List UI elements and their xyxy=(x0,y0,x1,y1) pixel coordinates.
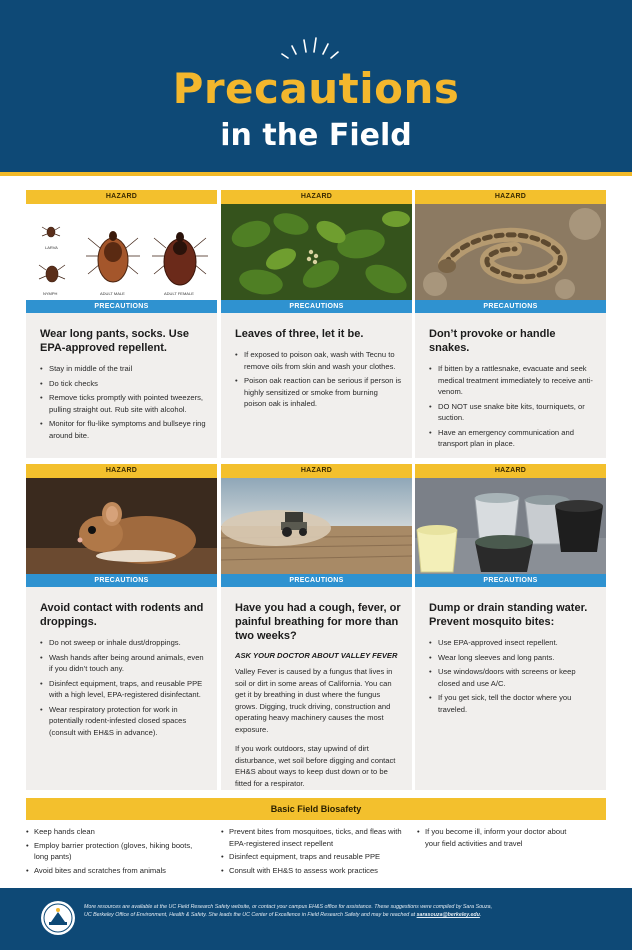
list-item: • Wear respiratory protection for work in potentially rodent-infested closed spaces (consult with EH&S in advance). xyxy=(40,704,207,739)
biosafety-list-1 xyxy=(26,826,202,878)
precautions-label: PRECAUTIONS xyxy=(26,300,217,313)
list-item: • Wash hands after being around animals, even if you didn’t touch any. xyxy=(40,652,207,675)
card-valley-fever xyxy=(221,464,412,790)
biosafety-list-3 xyxy=(417,826,577,851)
bullet-list xyxy=(235,349,402,410)
list-item: • Use windows/doors with screens or keep closed and use A/C. xyxy=(429,666,596,689)
list-item: • Prevent bites from mosquitoes, ticks, and fleas with EPA-registered insect repellent xyxy=(221,826,403,849)
hazard-label: HAZARD xyxy=(26,464,217,478)
list-item: • Keep hands clean xyxy=(26,826,202,838)
biosafety-list-2 xyxy=(221,826,403,878)
footer-line-2: UC Berkeley Office of Environment, Health & Safety. She leads the UC Center of Excellence in Field Research Safety and may be reached at xyxy=(84,912,416,918)
card-body xyxy=(221,313,412,421)
page-subtitle: in the Field xyxy=(220,118,412,153)
list-item: • Disinfect equipment, traps and reusable PPE xyxy=(221,851,403,863)
nymph-label: NYMPH xyxy=(43,291,58,296)
precautions-label: PRECAUTIONS xyxy=(221,574,412,587)
mouse-photo xyxy=(26,478,217,574)
list-item: • Consult with EH&S to assess work practices xyxy=(221,865,403,877)
list-item: • Disinfect equipment, traps, and reusable PPE with a high level, EPA-registered disinfectant. xyxy=(40,678,207,701)
hazard-label: HAZARD xyxy=(221,190,412,204)
header-divider xyxy=(0,172,632,176)
rattlesnake-photo xyxy=(415,204,606,300)
list-item: • Monitor for flu-like symptoms and bullseye ring around bite. xyxy=(40,418,207,441)
hazard-label: HAZARD xyxy=(26,190,217,204)
bullet-list xyxy=(40,363,207,441)
card-body xyxy=(26,587,217,749)
paragraph: If you work outdoors, stay upwind of dirt disturbance, wet soil before digging and contact EH&S about ways to keep dust down or to be fitted for a respirator. xyxy=(235,744,396,788)
sparkle-burst-icon xyxy=(280,34,340,68)
list-item: • Do not sweep or inhale dust/droppings. xyxy=(40,637,207,649)
card-title: Wear long pants, socks. Use EPA-approved repellent. xyxy=(40,328,189,354)
footer-period: . xyxy=(479,912,482,918)
card-title: Have you had a cough, fever, or painful breathing for more than two weeks? xyxy=(235,602,401,642)
footer-text xyxy=(84,903,614,919)
list-item: • If you get sick, tell the doctor where you traveled. xyxy=(429,692,596,715)
list-item: • Have an emergency communication and transport plan in place. xyxy=(429,427,596,450)
list-item: • If exposed to poison oak, wash with Tecnu to remove oils from skin and wash your clothes. xyxy=(235,349,402,372)
card-poison-oak xyxy=(221,190,412,458)
precautions-label: PRECAUTIONS xyxy=(415,300,606,313)
list-item: • DO NOT use snake bite kits, tourniquets, or suction. xyxy=(429,401,596,424)
list-item: • If bitten by a rattlesnake, evacuate and seek medical treatment immediately to receive anti-venom. xyxy=(429,363,596,398)
precautions-label: PRECAUTIONS xyxy=(221,300,412,313)
paragraph: Valley Fever is caused by a fungus that lives in soil or dirt in some areas of California. You can get it by breathing in dust where the fungus grows. Digging, truck driving, construction and operating heavy machinery causes the most exposure. xyxy=(235,667,393,734)
card-body xyxy=(26,313,217,452)
larva-label: LARVA xyxy=(45,245,58,250)
bullet-list xyxy=(40,637,207,738)
bullet-list xyxy=(429,637,596,715)
list-item: • Stay in middle of the trail xyxy=(40,363,207,375)
contact-email-link[interactable]: sarasouza@berkeley.edu xyxy=(416,912,480,918)
page-title: Precautions xyxy=(172,64,460,113)
hazard-label: HAZARD xyxy=(221,464,412,478)
card-body xyxy=(415,587,606,726)
precautions-label: PRECAUTIONS xyxy=(26,574,217,587)
biosafety-heading: Basic Field Biosafety xyxy=(26,798,606,820)
card-title: Avoid contact with rodents and droppings. xyxy=(40,602,204,628)
card-ticks xyxy=(26,190,217,458)
precautions-label: PRECAUTIONS xyxy=(415,574,606,587)
card-title: Leaves of three, let it be. xyxy=(235,328,364,340)
footer-line-1: More resources are available at the UC Field Research Safety website, or contact your campus EH&S office for assistance. These suggestions were compiled by Sara Souza, xyxy=(84,904,493,910)
list-item: • Poison oak reaction can be serious if person is highly sensitized or smoke from burning poison oak is inhaled. xyxy=(235,375,402,410)
list-item: • Use EPA-approved insect repellent. xyxy=(429,637,596,649)
list-item: • Wear long sleeves and long pants. xyxy=(429,652,596,664)
card-title: Dump or drain standing water. Prevent mosquito bites: xyxy=(429,602,588,628)
university-seal-icon xyxy=(40,900,76,936)
hazard-label: HAZARD xyxy=(415,190,606,204)
bullet-list xyxy=(429,363,596,450)
adult-female-label: ADULT FEMALE xyxy=(164,291,194,296)
list-item: • If you become ill, inform your doctor about your field activities and travel xyxy=(417,826,577,849)
footer-banner xyxy=(0,888,632,950)
buckets-photo xyxy=(415,478,606,574)
poison-oak-photo xyxy=(221,204,412,300)
card-body xyxy=(221,587,412,805)
card-standing-water xyxy=(415,464,606,790)
card-rodents xyxy=(26,464,217,790)
card-title: Don’t provoke or handle snakes. xyxy=(429,328,556,354)
tractor-dust-photo xyxy=(221,478,412,574)
list-item: • Remove ticks promptly with pointed tweezers, pulling straight out. Rub site with alcohol. xyxy=(40,392,207,415)
list-item: • Employ barrier protection (gloves, hiking boots, long pants) xyxy=(26,840,202,863)
list-item: • Avoid bites and scratches from animals xyxy=(26,865,202,877)
ticks-photo xyxy=(26,204,217,300)
list-item: • Do tick checks xyxy=(40,378,207,390)
card-snakes xyxy=(415,190,606,458)
hazard-label: HAZARD xyxy=(415,464,606,478)
adult-male-label: ADULT MALE xyxy=(100,291,125,296)
ask-doctor-note: ASK YOUR DOCTOR ABOUT VALLEY FEVER xyxy=(235,651,398,660)
card-body xyxy=(415,313,606,461)
